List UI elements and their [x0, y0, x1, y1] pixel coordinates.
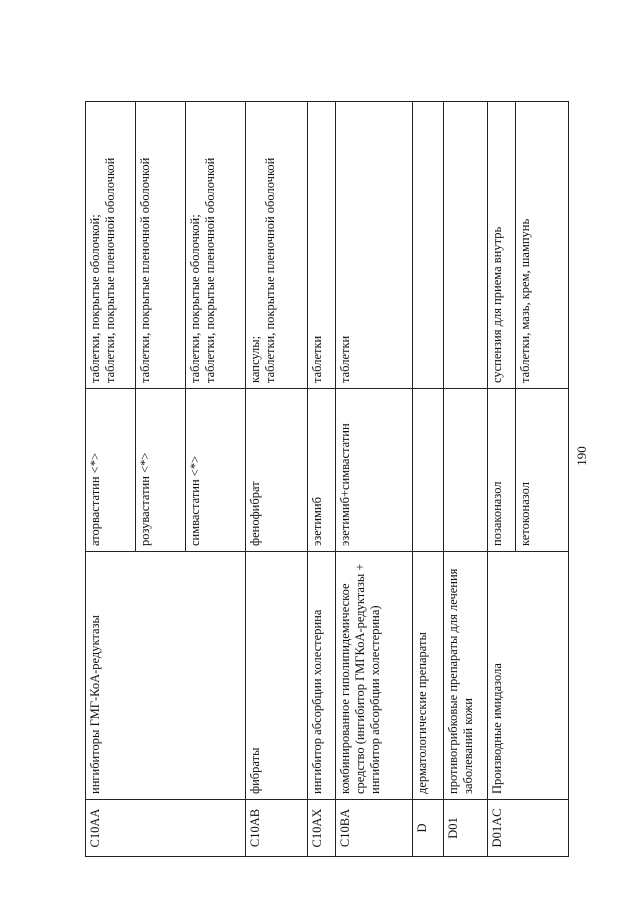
atc-code: C10AA [86, 800, 246, 857]
table-row [488, 102, 516, 857]
dosage-form: капсулы; таблетки, покрытые пленочной оболочкой [246, 102, 308, 389]
drug-group: комбинированное гиполипидемическое средство (ингибитор ГМГКоА-редуктазы + ингибитор абсорбции холестерина) [336, 552, 413, 800]
drug-group: Производные имидазола [488, 552, 569, 800]
drug-group: ингибитор абсорбции холестерина [308, 552, 336, 800]
drug-name: эзетимиб [308, 389, 336, 552]
drug-name [413, 389, 444, 552]
dosage-form: таблетки, покрытые пленочной оболочкой [136, 102, 186, 389]
atc-code: D [413, 800, 444, 857]
dosage-form [413, 102, 444, 389]
drug-name: кетоконазол [516, 389, 569, 552]
atc-code: D01AC [488, 800, 569, 857]
dosage-form: таблетки, мазь, крем, шампунь [516, 102, 569, 389]
table-row [246, 102, 308, 857]
atc-code: C10AX [308, 800, 336, 857]
drug-name: эзетимиб+симвастатин [336, 389, 413, 552]
atc-code: D01 [444, 800, 488, 857]
table-row [413, 102, 444, 857]
drug-name [444, 389, 488, 552]
drug-name: аторвастатин <*> [86, 389, 136, 552]
table-row [444, 102, 488, 857]
drug-name: розувастатин <*> [136, 389, 186, 552]
table-row [308, 102, 336, 857]
page-number: 190 [574, 446, 589, 466]
drug-name: симвастатин <*> [186, 389, 246, 552]
dosage-form: таблетки, покрытые оболочкой; таблетки, покрытые пленочной оболочкой [86, 102, 136, 389]
dosage-form: таблетки [336, 102, 413, 389]
dosage-form [444, 102, 488, 389]
rotated-table-container [85, 102, 568, 857]
drug-table [85, 101, 569, 857]
table-row [336, 102, 413, 857]
table-row [86, 102, 136, 857]
drug-group: ингибиторы ГМГ-КоА-редуктазы [86, 552, 246, 800]
drug-name: фенофибрат [246, 389, 308, 552]
drug-group: дерматологические препараты [413, 552, 444, 800]
drug-group: противогрибковые препараты для лечения заболеваний кожи [444, 552, 488, 800]
atc-code: C10AB [246, 800, 308, 857]
dosage-form: таблетки, покрытые оболочкой; таблетки, покрытые пленочной оболочкой [186, 102, 246, 389]
dosage-form: таблетки [308, 102, 336, 389]
drug-group: фибраты [246, 552, 308, 800]
atc-code: C10BA [336, 800, 413, 857]
dosage-form: суспензия для приема внутрь [488, 102, 516, 389]
drug-name: позаконазол [488, 389, 516, 552]
